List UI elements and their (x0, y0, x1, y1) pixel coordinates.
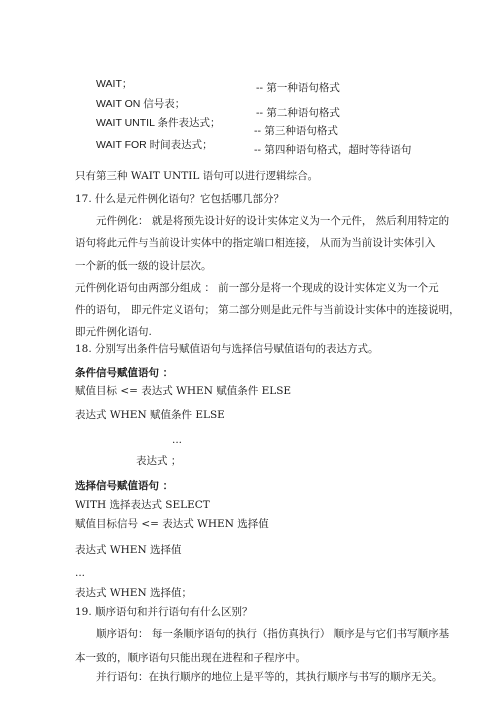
wait-stmt-1: WAIT； (96, 78, 133, 90)
wait-stmt-4: WAIT FOR 时间表达式； (96, 139, 213, 151)
q18-title: 18. 分别写出条件信号赋值语句与选择信号赋值语句的表达方式。 (75, 343, 379, 355)
wait-comment-1: -- 第一种语句格式 (256, 82, 340, 94)
sel-assign-heading: 选择信号赋值语句 ： (75, 480, 174, 492)
cond-assign-line1: 赋值目标 <= 表达式 WHEN 赋值条件 ELSE (75, 385, 292, 397)
sel-assign-line1: WITH 选择表达式 SELECT (75, 499, 210, 511)
q19-p1-line2: 本一致的，顺序语句只能出现在进程和子程序中。 (75, 652, 306, 664)
note-wait-until: 只有第三种 WAIT UNTIL 语句可以进行逻辑综合。 (75, 170, 319, 182)
sel-assign-line4: 表达式 WHEN 选择值； (75, 587, 192, 599)
cond-assign-line3: 表达式 ； (136, 455, 182, 467)
wait-comment-4: -- 第四种语句格式，超时等待语句 (254, 144, 412, 156)
q19-p2-line1: 并行语句：在执行顺序的地位上是平等的，其执行顺序与书写的顺序无关。 (96, 671, 443, 683)
q17-p1-line3: 一个新的低一级的设计层次。 (75, 260, 212, 272)
wait-comment-3: -- 第三种语句格式 (254, 125, 338, 137)
cond-assign-line2: 表达式 WHEN 赋值条件 ELSE (75, 409, 225, 421)
cond-assign-ellipsis: ... (172, 434, 183, 446)
wait-comment-2: -- 第二种语句格式 (256, 107, 340, 119)
q17-p2-line2: 件的语句， 即元件定义语句； 第二部分则是此元件与当前设计实体中的连接说明， (75, 304, 460, 316)
wait-stmt-2: WAIT ON 信号表； (96, 98, 186, 110)
q19-p1-line1: 顺序语句： 每一条顺序语句的执行（指仿真执行） 顺序是与它们书写顺序基 (96, 628, 450, 640)
cond-assign-heading: 条件信号赋值语句 ： (75, 367, 174, 379)
q17-p1-line1: 元件例化： 就是将预先设计好的设计实体定义为一个元件， 然后利用特定的 (96, 215, 450, 227)
q17-p2-line1: 元件例化语句由两部分组成 ： 前一部分是将一个现成的设计实体定义为一个元 (75, 282, 439, 294)
sel-assign-line2: 赋值目标信号 <= 表达式 WHEN 选择值 (75, 518, 269, 530)
q17-p1-line2: 语句将此元件与当前设计实体中的指定端口相连接， 从而为当前设计实体引入 (75, 237, 436, 249)
q17-p2-line3: 即元件例化语句. (75, 326, 152, 338)
sel-assign-line3: 表达式 WHEN 选择值 (75, 544, 182, 556)
q19-title: 19. 顺序语句和并行语句有什么区别？ (75, 606, 253, 618)
wait-stmt-3: WAIT UNTIL 条件表达式； (96, 117, 221, 129)
q17-title: 17. 什么是元件例化语句？它包括哪几部分？ (75, 193, 285, 205)
sel-assign-ellipsis: ... (75, 567, 86, 579)
